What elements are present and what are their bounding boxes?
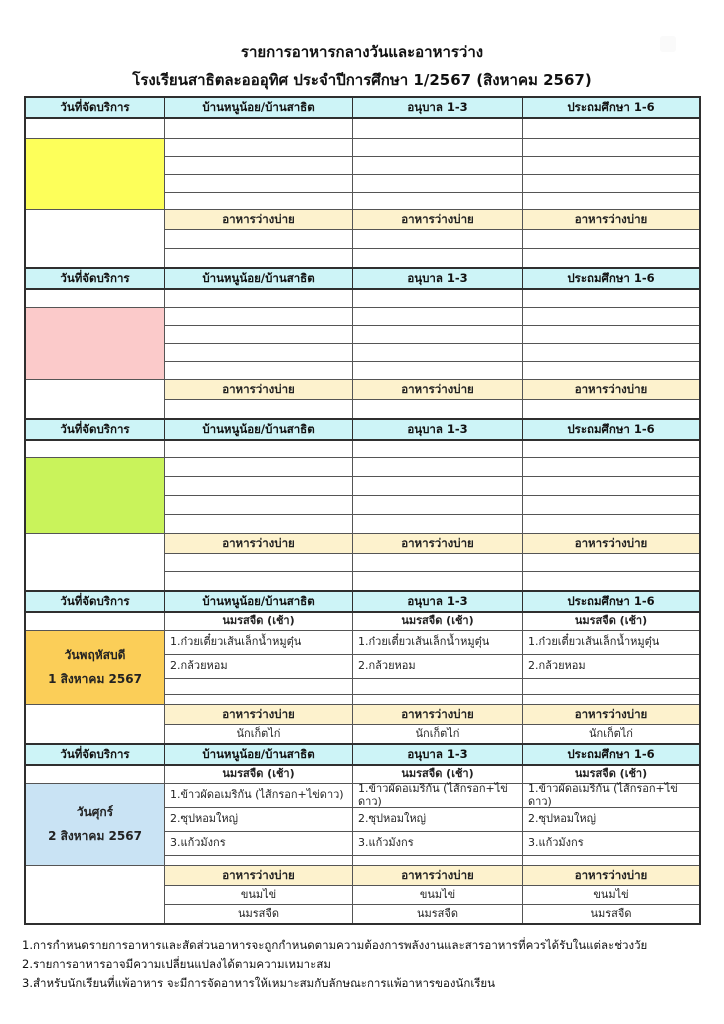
- milk-row-cell: นมรสจืด (เช้า): [353, 613, 523, 630]
- menu-rows: [165, 290, 699, 418]
- menu-row-cell: [523, 326, 699, 343]
- snack-header-row-cell: อาหารว่างบ่าย: [353, 210, 523, 229]
- date-column: [26, 613, 165, 743]
- snack-item-row-cell: [353, 554, 523, 571]
- menu-row-cell: [523, 458, 699, 476]
- menu-row-cell: [165, 458, 353, 476]
- menu-row-cell: [165, 856, 353, 865]
- section-body: [26, 290, 699, 418]
- milk-row: [165, 613, 699, 631]
- column-header: วันที่จัดบริการ: [26, 98, 165, 117]
- snack-item-row-cell: [353, 572, 523, 590]
- snack-header-row: [165, 534, 699, 554]
- milk-row-cell: [353, 290, 523, 307]
- menu-row-cell: [165, 157, 353, 174]
- date-line: 2 สิงหาคม 2567: [48, 829, 142, 843]
- menu-row: [165, 344, 699, 362]
- menu-row-cell: [523, 362, 699, 379]
- milk-row-cell: [523, 290, 699, 307]
- snack-header-row: [165, 866, 699, 886]
- date-column: [26, 441, 165, 590]
- snack-item-row-cell: นักเก็ตไก่: [353, 725, 523, 743]
- menu-section: [26, 98, 699, 267]
- snack-item-row-cell: [353, 249, 523, 267]
- snack-item-row-cell: [165, 554, 353, 571]
- snack-item-row: [165, 886, 699, 905]
- snack-header-row-cell: อาหารว่างบ่าย: [353, 534, 523, 553]
- date-spacer: [26, 441, 164, 458]
- milk-row-cell: [523, 119, 699, 138]
- menu-row: [165, 458, 699, 477]
- menu-row-cell: [523, 175, 699, 192]
- menu-row: [165, 308, 699, 326]
- milk-row-cell: [353, 441, 523, 457]
- snack-item-row: [165, 249, 699, 267]
- menu-section: [26, 743, 699, 923]
- date-cell: [26, 458, 164, 534]
- menu-section: [26, 590, 699, 743]
- milk-row-cell: [165, 290, 353, 307]
- snack-item-row-cell: [165, 230, 353, 248]
- snack-item-row-cell: นมรสจืด: [590, 906, 632, 920]
- menu-row: [165, 781, 699, 808]
- menu-row-cell: [353, 515, 523, 533]
- date-line: วันพฤหัสบดี: [64, 648, 126, 662]
- menu-row-cell: [165, 175, 353, 192]
- date-spacer: [26, 290, 164, 308]
- menu-row: [165, 157, 699, 175]
- milk-row-cell: นมรสจืด (เช้า): [165, 766, 353, 783]
- menu-row-cell: [353, 362, 523, 379]
- milk-row-cell: [165, 441, 353, 457]
- snack-header-row-cell: อาหารว่างบ่าย: [574, 706, 648, 721]
- milk-row-cell: [353, 119, 523, 138]
- snack-header-row-cell: อาหารว่างบ่าย: [353, 866, 523, 885]
- menu-row-cell: [165, 679, 353, 694]
- menu-row-cell: [523, 856, 699, 865]
- milk-row: [165, 290, 699, 308]
- snack-header-row-cell: อาหารว่างบ่าย: [165, 380, 353, 399]
- menu-row-cell: [165, 344, 353, 361]
- menu-row-cell: 2.กล้วยหอม: [528, 659, 586, 673]
- column-header: วันที่จัดบริการ: [26, 592, 165, 611]
- menu-row-cell: [523, 308, 699, 325]
- milk-row: [165, 441, 699, 458]
- menu-row: [165, 326, 699, 344]
- menu-row-cell: 2.กล้วยหอม: [165, 655, 353, 678]
- section-body: [26, 119, 699, 267]
- menu-row-cell: [523, 477, 699, 495]
- menu-rows: [165, 613, 699, 743]
- menu-section: [26, 418, 699, 590]
- menu-row-cell: [523, 157, 699, 174]
- snack-item-row-cell: [353, 400, 523, 418]
- column-header: ประถมศึกษา 1-6: [567, 593, 655, 608]
- menu-table: [24, 96, 701, 925]
- date-cell: [26, 631, 164, 705]
- footnote: 1.การกำหนดรายการอาหารและสัดส่วนอาหารจะถูกกำหนดตามความต้องการพลังงานและสารอาหารที่ควรได้รับในแต่ละช่วงวัย: [22, 938, 648, 952]
- page-title: รายการอาหารกลางวันและอาหารว่าง: [240, 43, 484, 61]
- column-header: บ้านหนูน้อย/บ้านสาธิต: [165, 98, 353, 117]
- snack-header-row-cell: อาหารว่างบ่าย: [353, 380, 523, 399]
- menu-row-cell: [165, 139, 353, 156]
- section-header-row: [26, 269, 699, 290]
- menu-row: [165, 655, 699, 679]
- date-cell: [26, 308, 164, 380]
- menu-row-cell: 1.ข้าวผัดอเมริกัน (ไส้กรอก+ไข่ดาว): [165, 784, 353, 807]
- menu-row: [165, 679, 699, 695]
- snack-item-row-cell: [523, 249, 699, 267]
- date-column: [26, 119, 165, 267]
- snack-item-row-cell: นักเก็ตไก่: [165, 725, 353, 743]
- menu-row-cell: [353, 695, 523, 704]
- footnotes: [22, 936, 712, 993]
- menu-row: [165, 832, 699, 856]
- column-header: อนุบาล 1-3: [353, 269, 523, 288]
- snack-header-row-cell: อาหารว่างบ่าย: [574, 211, 648, 226]
- menu-row: [165, 695, 699, 705]
- snack-item-row-cell: [353, 230, 523, 248]
- snack-item-row-cell: [165, 572, 353, 590]
- menu-row-cell: 1.ข้าวผัดอเมริกัน (ไส้กรอก+ไข่ดาว): [353, 784, 523, 807]
- page-subtitle: โรงเรียนสาธิตละอออุทิศ ประจำปีการศึกษา 1/2567 (สิงหาคม 2567): [132, 71, 592, 89]
- milk-row: [165, 119, 699, 139]
- section-body: [26, 766, 699, 923]
- column-header: ประถมศึกษา 1-6: [567, 270, 655, 285]
- snack-header-row: [165, 210, 699, 230]
- snack-header-row: [165, 380, 699, 400]
- section-header-row: [26, 420, 699, 441]
- menu-row-cell: [353, 157, 523, 174]
- menu-row-cell: [353, 308, 523, 325]
- snack-header-row-cell: อาหารว่างบ่าย: [165, 210, 353, 229]
- section-body: [26, 613, 699, 743]
- snack-header-row-cell: อาหารว่างบ่าย: [165, 534, 353, 553]
- menu-row-cell: 3.แก้วมังกร: [528, 836, 584, 850]
- menu-row-cell: [353, 856, 523, 865]
- snack-item-row-cell: นมรสจืด: [353, 905, 523, 923]
- menu-row-cell: 3.แก้วมังกร: [165, 832, 353, 855]
- menu-row: [165, 856, 699, 866]
- snack-item-row: [165, 905, 699, 923]
- menu-row-cell: [165, 308, 353, 325]
- snack-header-row-cell: อาหารว่างบ่าย: [165, 866, 353, 885]
- menu-row-cell: [353, 193, 523, 209]
- corner-artifact: [660, 36, 676, 52]
- menu-row-cell: 2.กล้วยหอม: [353, 655, 523, 678]
- snack-item-row: [165, 400, 699, 418]
- menu-row-cell: [165, 695, 353, 704]
- snack-item-row-cell: [523, 230, 699, 248]
- menu-row-cell: 1.ก๋วยเตี๋ยวเส้นเล็กน้ำหมูตุ๋น: [165, 631, 353, 654]
- snack-header-row-cell: อาหารว่างบ่าย: [574, 535, 648, 550]
- menu-row-cell: 2.ซุปหอมใหญ่: [353, 808, 523, 831]
- menu-row: [165, 477, 699, 496]
- snack-item-row-cell: ขนมไข่: [165, 886, 353, 904]
- column-header: วันที่จัดบริการ: [26, 745, 165, 764]
- menu-row-cell: [523, 193, 699, 209]
- snack-item-row: [165, 572, 699, 590]
- column-header: บ้านหนูน้อย/บ้านสาธิต: [165, 745, 353, 764]
- footnote: 3.สำหรับนักเรียนที่แพ้อาหาร จะมีการจัดอาหารให้เหมาะสมกับลักษณะการแพ้อาหารของนักเรียน: [22, 976, 496, 990]
- snack-item-row-cell: นมรสจืด: [165, 905, 353, 923]
- menu-row-cell: [353, 496, 523, 514]
- menu-row-cell: [523, 139, 699, 156]
- menu-row-cell: [165, 515, 353, 533]
- date-line: วันศุกร์: [76, 805, 114, 819]
- menu-row: [165, 496, 699, 515]
- section-body: [26, 441, 699, 590]
- column-header: อนุบาล 1-3: [353, 98, 523, 117]
- column-header: บ้านหนูน้อย/บ้านสาธิต: [165, 269, 353, 288]
- milk-row-cell: [523, 441, 699, 457]
- milk-row-cell: นมรสจืด (เช้า): [353, 766, 523, 783]
- menu-rows: [165, 119, 699, 267]
- menu-row-cell: 2.ซุปหอมใหญ่: [528, 812, 597, 826]
- snack-item-row-cell: [165, 249, 353, 267]
- snack-item-row-cell: ขนมไข่: [353, 886, 523, 904]
- snack-item-row: [165, 230, 699, 249]
- section-header-row: [26, 592, 699, 613]
- menu-row: [165, 362, 699, 380]
- snack-header-row-cell: อาหารว่างบ่าย: [165, 705, 353, 724]
- column-header: อนุบาล 1-3: [353, 592, 523, 611]
- menu-row: [165, 631, 699, 655]
- snack-item-row: [165, 554, 699, 572]
- menu-row: [165, 193, 699, 210]
- menu-rows: [165, 441, 699, 590]
- date-cell: [26, 139, 164, 210]
- snack-item-row-cell: [523, 572, 699, 590]
- menu-row-cell: [523, 515, 699, 533]
- menu-row-cell: 1.ข้าวผัดอเมริกัน (ไส้กรอก+ไข่ดาว): [528, 781, 678, 808]
- menu-row: [165, 139, 699, 157]
- menu-row-cell: [165, 193, 353, 209]
- column-header: บ้านหนูน้อย/บ้านสาธิต: [165, 420, 353, 439]
- menu-row-cell: [523, 344, 699, 361]
- menu-row-cell: [523, 695, 699, 704]
- footnote: 2.รายการอาหารอาจมีความเปลี่ยนแปลงได้ตามความเหมาะสม: [22, 957, 331, 971]
- menu-row-cell: [353, 344, 523, 361]
- column-header: อนุบาล 1-3: [353, 745, 523, 764]
- menu-row: [165, 175, 699, 193]
- milk-row-cell: นมรสจืด (เช้า): [165, 613, 353, 630]
- date-line: 1 สิงหาคม 2567: [48, 672, 142, 686]
- milk-row-cell: นมรสจืด (เช้า): [574, 614, 648, 628]
- snack-header-row-cell: อาหารว่างบ่าย: [574, 867, 648, 882]
- snack-item-row-cell: นักเก็ตไก่: [589, 726, 633, 740]
- date-spacer: [26, 766, 164, 784]
- menu-row-cell: [353, 679, 523, 694]
- menu-row-cell: 1.ก๋วยเตี๋ยวเส้นเล็กน้ำหมูตุ๋น: [528, 635, 660, 649]
- menu-section: [26, 267, 699, 418]
- menu-row-cell: [353, 139, 523, 156]
- date-column: [26, 290, 165, 418]
- snack-header-row-cell: อาหารว่างบ่าย: [353, 705, 523, 724]
- menu-rows: [165, 766, 699, 923]
- snack-item-row-cell: [523, 400, 699, 418]
- milk-row-cell: [165, 119, 353, 138]
- menu-row-cell: [353, 326, 523, 343]
- snack-item-row-cell: [165, 400, 353, 418]
- menu-row-cell: [353, 458, 523, 476]
- date-cell: [26, 784, 164, 866]
- menu-row-cell: [165, 496, 353, 514]
- milk-row-cell: นมรสจืด (เช้า): [574, 767, 648, 781]
- column-header: บ้านหนูน้อย/บ้านสาธิต: [165, 592, 353, 611]
- menu-row-cell: 1.ก๋วยเตี๋ยวเส้นเล็กน้ำหมูตุ๋น: [353, 631, 523, 654]
- menu-row-cell: [165, 326, 353, 343]
- date-spacer: [26, 613, 164, 631]
- section-header-row: [26, 98, 699, 119]
- column-header: ประถมศึกษา 1-6: [567, 746, 655, 761]
- menu-row-cell: [165, 477, 353, 495]
- column-header: ประถมศึกษา 1-6: [567, 421, 655, 436]
- snack-header-row: [165, 705, 699, 725]
- date-spacer: [26, 119, 164, 139]
- column-header: วันที่จัดบริการ: [26, 269, 165, 288]
- date-column: [26, 766, 165, 923]
- menu-row-cell: [353, 175, 523, 192]
- column-header: ประถมศึกษา 1-6: [567, 99, 655, 114]
- menu-row-cell: [353, 477, 523, 495]
- column-header: วันที่จัดบริการ: [26, 420, 165, 439]
- menu-row-cell: [523, 679, 699, 694]
- menu-row-cell: [523, 496, 699, 514]
- menu-row-cell: [165, 362, 353, 379]
- section-header-row: [26, 745, 699, 766]
- column-header: อนุบาล 1-3: [353, 420, 523, 439]
- snack-item-row-cell: [523, 554, 699, 571]
- snack-header-row-cell: อาหารว่างบ่าย: [574, 381, 648, 396]
- menu-row-cell: 3.แก้วมังกร: [353, 832, 523, 855]
- snack-item-row: [165, 725, 699, 743]
- menu-row: [165, 515, 699, 534]
- menu-row: [165, 808, 699, 832]
- menu-row-cell: 2.ซุปหอมใหญ่: [165, 808, 353, 831]
- snack-item-row-cell: ขนมไข่: [593, 887, 629, 901]
